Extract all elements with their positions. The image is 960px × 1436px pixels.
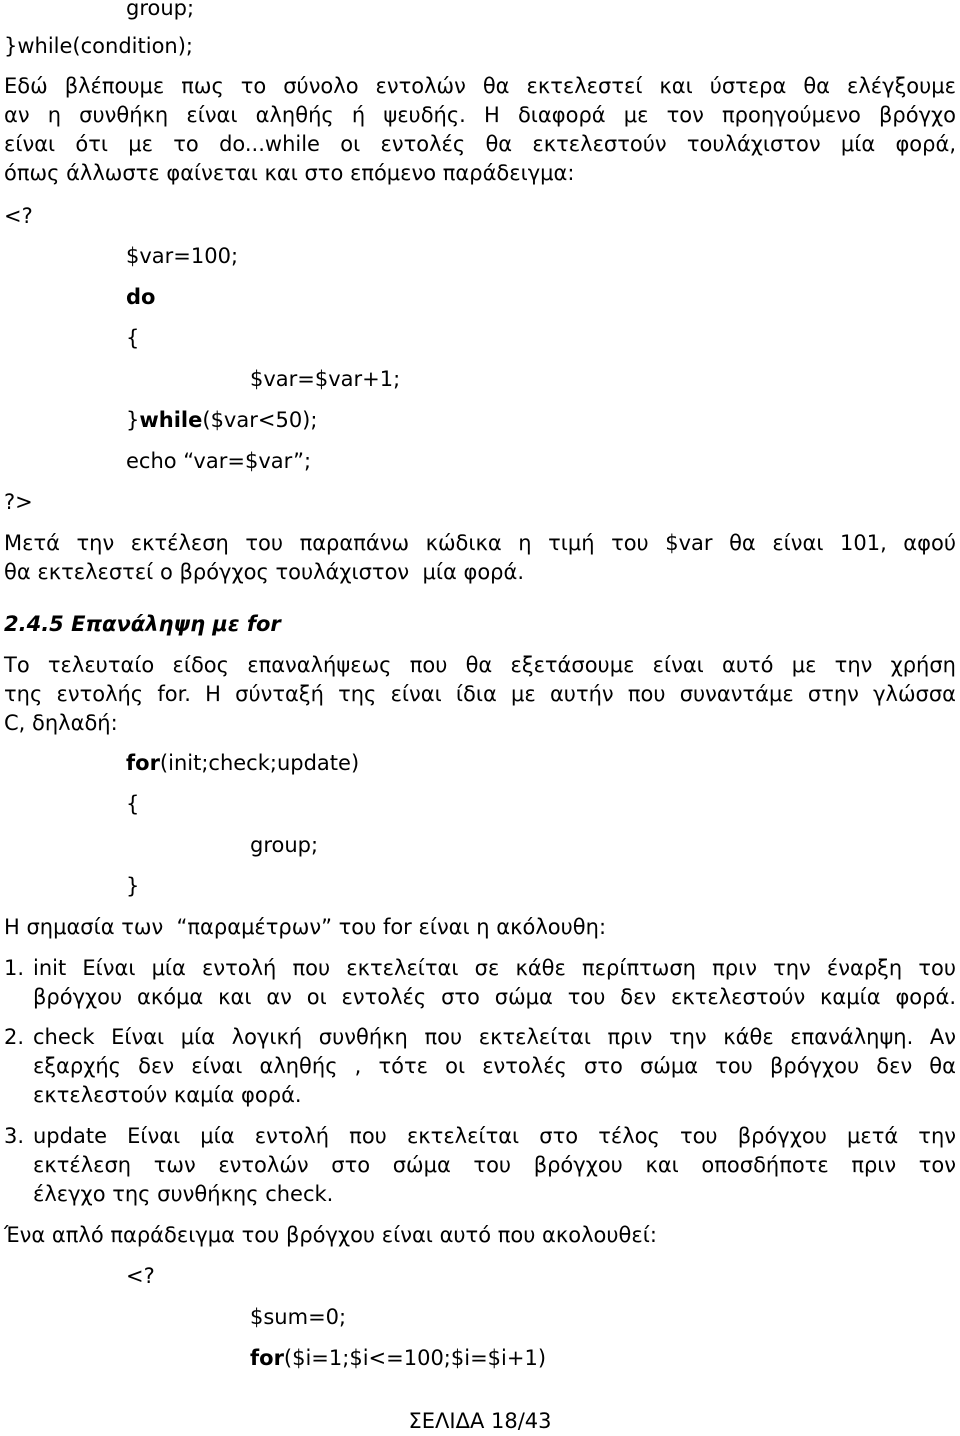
text-line: θα εκτελεστεί ο βρόγχος τουλάχιστον μία φορά. (4, 560, 525, 584)
text-line: C, δηλαδή: (4, 711, 118, 735)
page-footer: ΣΕΛΙΔΑ 18/43 (408, 1409, 552, 1433)
code-brace-close: } (126, 408, 140, 432)
text-line: είναι ότι με το do...while οι εντολές θα εκτελεστούν τουλάχιστον μία φορά, (4, 132, 956, 156)
section-heading: 2.4.5 Επανάληψη με for (4, 612, 281, 636)
code-for-args: (init;check;update) (159, 751, 360, 775)
code-while-condition: ($var<50); (202, 408, 318, 432)
text-line: Μετά την εκτέλεση του παραπάνω κώδικα η τιμή του $var θα είναι 101, αφού (4, 531, 956, 555)
code-for-keyword: for (250, 1346, 284, 1370)
code-assign: $var=100; (126, 244, 239, 268)
text-line: εξαρχής δεν είναι αληθής , τότε οι εντολές στο σώμα του βρόγχου δεν θα (33, 1054, 956, 1078)
text-line: Εδώ βλέπουμε πως το σύνολο εντολών θα εκτελεστεί και ύστερα θα ελέγξουμε (4, 74, 956, 98)
paragraph-example-intro: Ένα απλό παράδειγμα του βρόγχου είναι αυτό που ακολουθεί: (4, 1223, 657, 1247)
list-number: 3. (4, 1124, 25, 1148)
code-sum-init: $sum=0; (250, 1305, 347, 1329)
text-line: έλεγχο της συνθήκης check. (33, 1182, 334, 1206)
code-for-keyword: for (126, 751, 160, 775)
code-while-line: }while(condition); (4, 34, 193, 58)
text-line: της εντολής for. Η σύνταξή της είναι ίδια με αυτήν που συναντάμε στην γλώσσα (4, 682, 956, 706)
code-for-statement (250, 1344, 546, 1373)
code-do-keyword: do (126, 285, 156, 309)
code-echo: echo “var=$var”; (126, 449, 312, 473)
paragraph-parameters-intro: Η σημασία των “παραμέτρων” του for είναι η ακόλουθη: (4, 915, 607, 939)
text-line: εκτέλεση των εντολών στο σώμα του βρόγχου και οποσδήποτε πριν τον (33, 1153, 956, 1177)
php-open-tag: <? (4, 204, 33, 228)
code-while-keyword: while (139, 408, 203, 432)
code-group: group; (250, 833, 319, 857)
text-line: update Είναι μία εντολή που εκτελείται στο τέλος του βρόγχου μετά την (33, 1124, 956, 1148)
code-while-statement (126, 406, 317, 435)
text-line: βρόγχου ακόμα και αν οι εντολές στο σώμα του δεν εκτελεστούν καμία φορά. (33, 985, 956, 1009)
code-brace-open: { (126, 792, 140, 816)
text-line: όπως άλλωστε φαίνεται και στο επόμενο παράδειγμα: (4, 161, 575, 185)
list-number: 1. (4, 956, 25, 980)
php-close-tag: ?> (4, 490, 33, 514)
text-line: εκτελεστούν καμία φορά. (33, 1083, 302, 1107)
text-line: init Είναι μία εντολή που εκτελείται σε κάθε περίπτωση πριν την έναρξη του (33, 956, 956, 980)
code-group-line: group; (126, 0, 195, 20)
php-open-tag: <? (126, 1264, 155, 1288)
code-brace-open: { (126, 326, 140, 350)
code-brace-close: } (126, 874, 140, 898)
code-for-args: ($i=1;$i<=100;$i=$i+1) (283, 1346, 547, 1370)
text-line: check Είναι μία λογική συνθήκη που εκτελείται πριν την κάθε επανάληψη. Αν (33, 1025, 956, 1049)
text-line: Το τελευταίο είδος επαναλήψεως που θα εξετάσουμε είναι αυτό με την χρήση (4, 653, 956, 677)
text-line: αν η συνθήκη είναι αληθής ή ψευδής. Η διαφορά με τον προηγούμενο βρόγχο (4, 103, 956, 127)
code-for-statement (126, 749, 359, 778)
code-increment: $var=$var+1; (250, 367, 401, 391)
list-number: 2. (4, 1025, 25, 1049)
